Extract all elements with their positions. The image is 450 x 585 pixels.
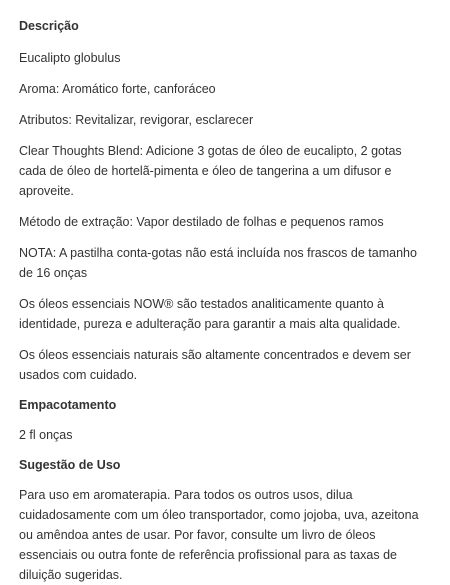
section-heading-sugestao-de-uso: Sugestão de Uso xyxy=(19,458,121,472)
section-heading-empacotamento: Empacotamento xyxy=(19,398,117,412)
packaging-paragraph: 2 fl onças xyxy=(19,428,73,442)
description-paragraph: Os óleos essenciais NOW® são testados analiticamente quanto à identidade, pureza e adulteração para garantir a mais alta qualidade. xyxy=(19,297,401,331)
description-paragraph: Clear Thoughts Blend: Adicione 3 gotas de óleo de eucalipto, 2 gotas cada de óleo de hortelã-pimenta e óleo de tangerina a um difusor e aproveite. xyxy=(19,144,402,198)
description-paragraph: Eucalipto globulus xyxy=(19,51,121,65)
description-paragraph: Aroma: Aromático forte, canforáceo xyxy=(19,82,216,96)
usage-paragraph: Para uso em aromaterapia. Para todos os outros usos, dilua cuidadosamente com um óleo transportador, como jojoba, uva, azeitona ou amêndoa antes de usar. Por favor, consulte um livro de óleos essenciais ou outra fonte de referência profissional para as taxas de diluição sugeridas. xyxy=(19,488,419,582)
section-heading-descricao: Descrição xyxy=(19,19,79,33)
description-paragraph: Atributos: Revitalizar, revigorar, esclarecer xyxy=(19,113,254,127)
description-paragraph: Método de extração: Vapor destilado de folhas e pequenos ramos xyxy=(19,215,384,229)
description-paragraph: NOTA: A pastilha conta-gotas não está incluída nos frascos de tamanho de 16 onças xyxy=(19,246,417,280)
description-paragraph: Os óleos essenciais naturais são altamente concentrados e devem ser usados com cuidado. xyxy=(19,348,411,382)
